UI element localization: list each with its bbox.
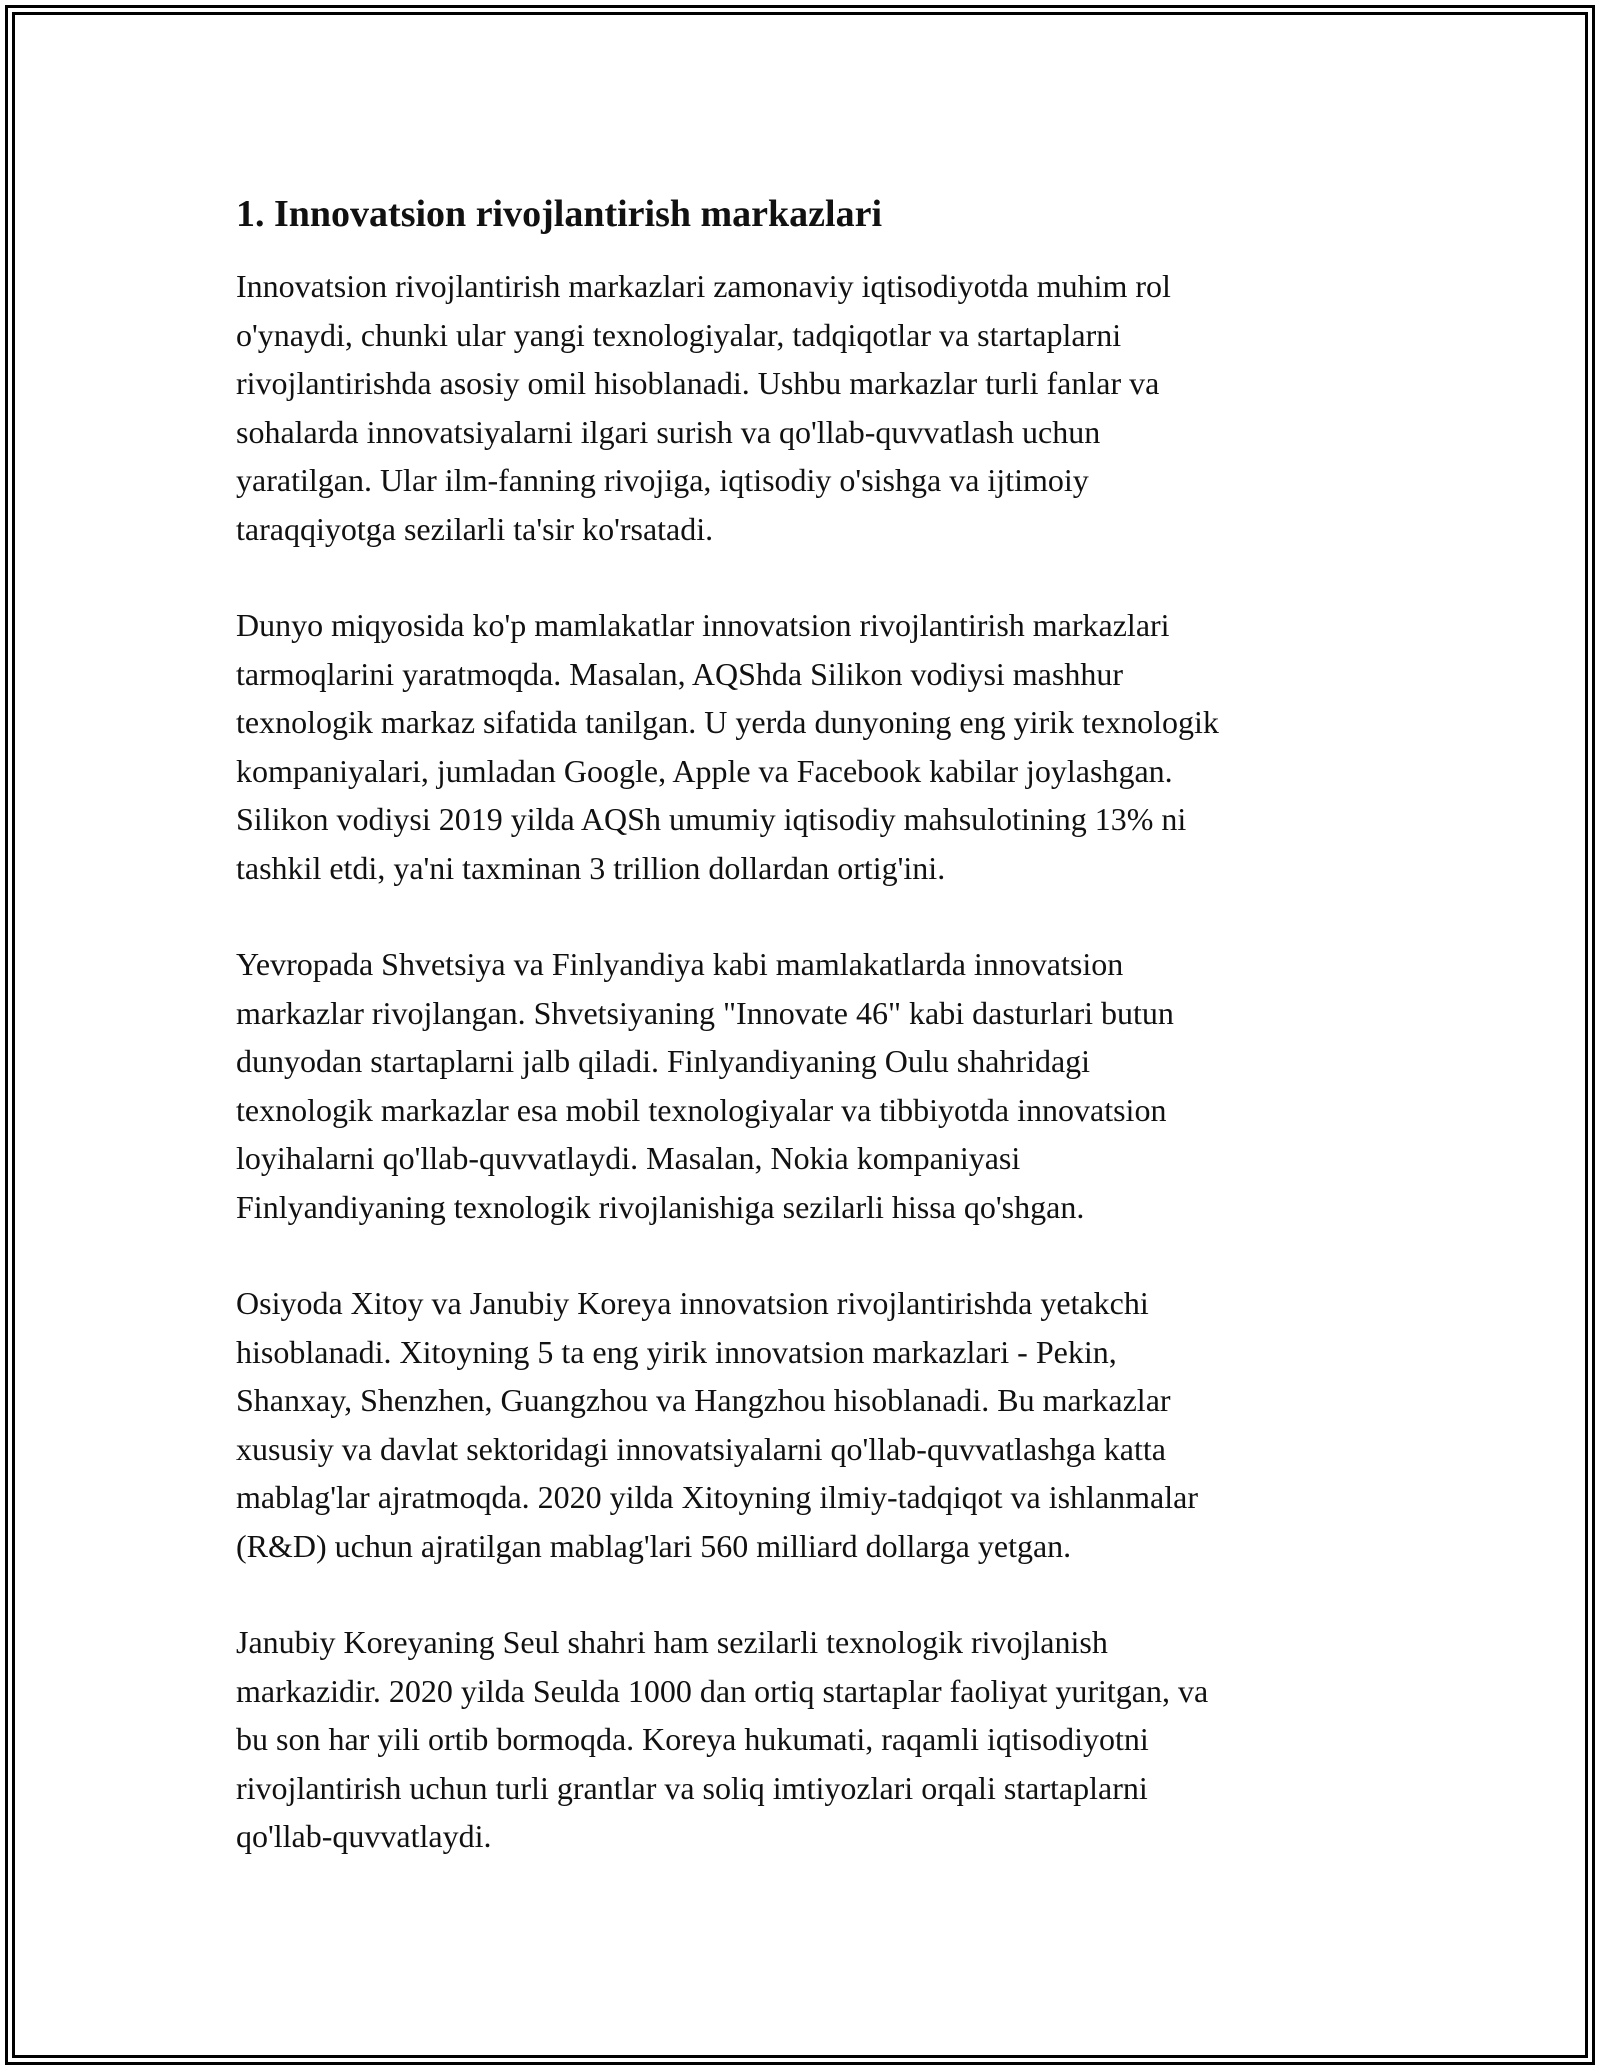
paragraph-line: Innovatsion rivojlantirish markazlari zamonaviy iqtisodiyotda muhim rol — [236, 268, 1171, 304]
paragraph-line: markazlar rivojlangan. Shvetsiyaning "Innovate 46" kabi dasturlari butun — [236, 994, 1174, 1031]
paragraph-line: tashkil etdi, ya'ni taxminan 3 trillion dollardan ortig'ini. — [236, 849, 946, 886]
paragraph-line: Shanxay, Shenzhen, Guangzhou va Hangzhou hisoblanadi. Bu markazlar — [236, 1382, 1171, 1418]
paragraph-asia — [236, 1279, 1376, 1570]
paragraph-europe — [236, 940, 1376, 1231]
paragraph-line: Silikon vodiysi 2019 yilda AQSh umumiy iqtisodiy mahsulotining 13% ni — [236, 801, 1187, 837]
paragraph-line: Janubiy Koreyaning Seul shahri ham sezilarli texnologik rivojlanish — [236, 1624, 1108, 1660]
paragraph-line: markazidir. 2020 yilda Seulda 1000 dan ortiq startaplar faoliyat yuritgan, va — [236, 1672, 1209, 1709]
paragraph-usa — [236, 601, 1376, 892]
paragraph-line: loyihalarni qo'llab-quvvatlaydi. Masalan, Nokia kompaniyasi — [236, 1140, 1021, 1176]
paragraph-line: qo'llab-quvvatlaydi. — [236, 1818, 492, 1854]
paragraph-line: kompaniyalari, jumladan Google, Apple va Facebook kabilar joylashgan. — [236, 752, 1173, 789]
paragraph-line: tarmoqlarini yaratmoqda. Masalan, AQShda Silikon vodiysi mashhur — [236, 655, 1123, 692]
paragraph-line: texnologik markaz sifatida tanilgan. U yerda dunyoning eng yirik texnologik — [236, 704, 1219, 740]
paragraph-introduction — [236, 262, 1376, 553]
paragraph-line: yaratilgan. Ular ilm-fanning rivojiga, iqtisodiy o'sishga va ijtimoiy — [236, 462, 1089, 498]
document-body — [236, 188, 1376, 1909]
paragraph-line: Osiyoda Xitoy va Janubiy Koreya innovatsion rivojlantirishda yetakchi — [236, 1285, 1149, 1321]
paragraph-line: rivojlantirishda asosiy omil hisoblanadi. Ushbu markazlar turli fanlar va — [236, 365, 1160, 401]
paragraph-line: taraqqiyotga sezilarli ta'sir ko'rsatadi. — [236, 510, 714, 547]
paragraph-line: Yevropada Shvetsiya va Finlyandiya kabi mamlakatlarda innovatsion — [236, 946, 1124, 982]
paragraph-line: rivojlantirish uchun turli grantlar va soliq imtiyozlari orqali startaplarni — [236, 1769, 1148, 1806]
paragraph-line: hisoblanadi. Xitoyning 5 ta eng yirik innovatsion markazlari - Pekin, — [236, 1333, 1117, 1370]
paragraph-line: bu son har yili ortib bormoqda. Koreya hukumati, raqamli iqtisodiyotni — [236, 1721, 1149, 1757]
paragraph-line: dunyodan startaplarni jalb qiladi. Finlyandiyaning Oulu shahridagi — [236, 1043, 1091, 1079]
paragraph-line: mablag'lar ajratmoqda. 2020 yilda Xitoyning ilmiy-tadqiqot va ishlanmalar — [236, 1479, 1198, 1515]
section-heading: 1. Innovatsion rivojlantirish markazlari — [236, 193, 883, 235]
paragraph-korea — [236, 1618, 1376, 1861]
paragraph-line: xususiy va davlat sektoridagi innovatsiyalarni qo'llab-quvvatlashga katta — [236, 1430, 1166, 1467]
paragraph-line: Dunyo miqyosida ko'p mamlakatlar innovatsion rivojlantirish markazlari — [236, 607, 1170, 643]
paragraph-line: (R&D) uchun ajratilgan mablag'lari 560 milliard dollarga yetgan. — [236, 1527, 1072, 1564]
paragraph-line: Finlyandiyaning texnologik rivojlanishiga sezilarli hissa qo'shgan. — [236, 1188, 1085, 1225]
paragraph-line: texnologik markazlar esa mobil texnologiyalar va tibbiyotda innovatsion — [236, 1091, 1167, 1128]
paragraph-line: o'ynaydi, chunki ular yangi texnologiyalar, tadqiqotlar va startaplarni — [236, 316, 1122, 353]
paragraph-line: sohalarda innovatsiyalarni ilgari surish va qo'llab-quvvatlash uchun — [236, 413, 1101, 450]
